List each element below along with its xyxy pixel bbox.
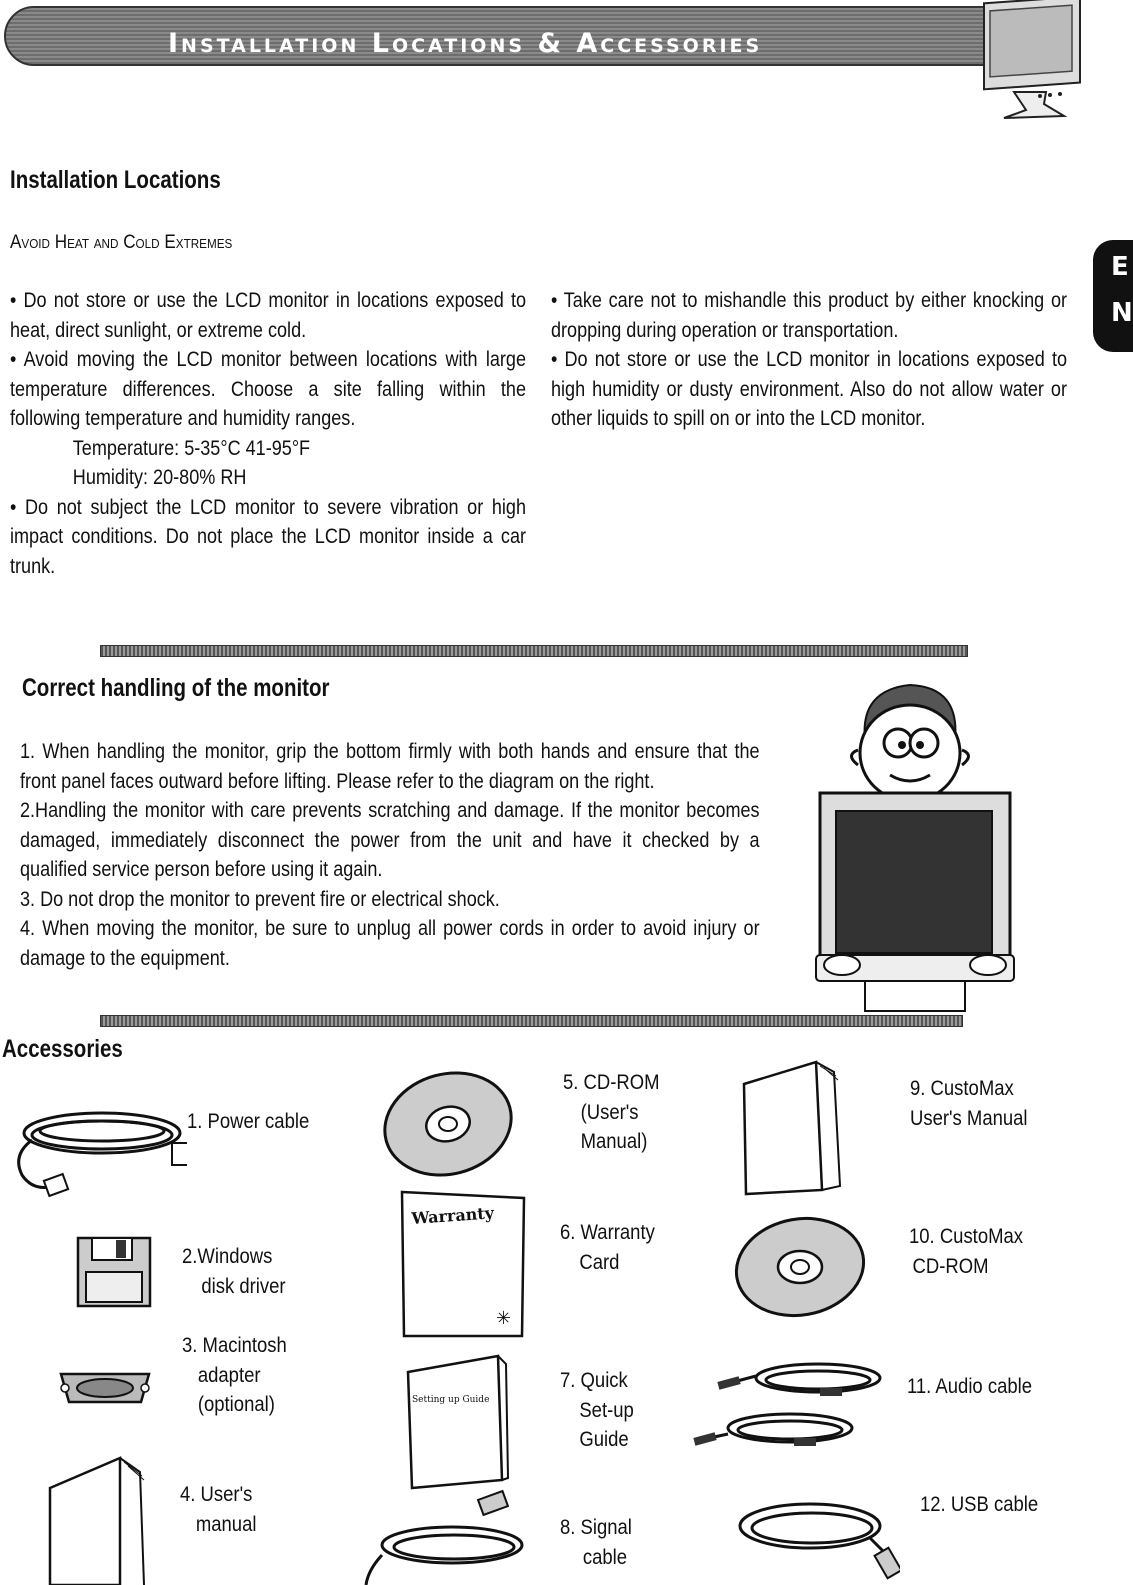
setup-guide-icon	[402, 1352, 512, 1492]
usb-cable-icon	[730, 1480, 900, 1585]
installation-left-column	[10, 286, 610, 581]
install-bullet-3: • Do not subject the LCD monitor to severe vibration or high impact conditions. Do not place the LCD monitor inside a car trunk.	[10, 495, 526, 578]
side-tab-letter: E	[1111, 252, 1129, 282]
section-divider	[100, 1015, 963, 1027]
section-divider	[100, 645, 968, 657]
lcd-monitor-icon	[974, 0, 1086, 130]
svg-text:✳: ✳	[496, 1308, 512, 1329]
install-bullet-2: • Avoid moving the LCD monitor between locations with large temperature differences. Choose a site falling within the following temperature and humidity ranges.	[10, 348, 526, 430]
temperature-range: Temperature: 5-35°C 41-95°F	[72, 436, 311, 460]
customax-cd-rom-icon	[730, 1212, 870, 1322]
side-tab-letter: N	[1111, 298, 1133, 328]
accessory-label-usb-cable: 12. USB cable	[920, 1493, 1039, 1516]
handling-item: 1. When handling the monitor, grip the bottom firmly with both hands and ensure that the front panel faces outward before lifting. Please refer to the diagram on the right.	[20, 740, 760, 793]
accessory-label-windows-disk: 2.Windows disk driver	[182, 1245, 286, 1298]
cd-rom-icon	[378, 1068, 518, 1180]
install-bullet-1: • Do not store or use the LCD monitor in locations exposed to heat, direct sunlight, or extreme cold.	[10, 289, 526, 342]
accessory-label-users-manual: 4. User's manual	[180, 1483, 257, 1536]
humidity-range: Humidity: 20-80% RH	[72, 466, 247, 489]
accessory-label-signal-cable: 8. Signal cable	[560, 1516, 632, 1569]
accessory-label-customax-cd-rom: 10. CustoMax CD-ROM	[909, 1225, 1024, 1278]
accessory-label-cd-rom: 5. CD-ROM (User's Manual)	[563, 1071, 660, 1153]
accessory-label-audio-cable: 11. Audio cable	[907, 1375, 1033, 1398]
accessory-label-warranty-card: 6. Warranty Card	[560, 1221, 655, 1274]
man-holding-monitor-illustration	[810, 675, 1020, 1020]
handling-heading: Correct handling of the monitor	[22, 674, 330, 702]
avoid-heat-subheading: Avoid Heat and Cold Extremes	[10, 232, 233, 253]
warranty-card-text: Warranty	[410, 1203, 495, 1228]
warranty-card-icon	[398, 1188, 528, 1340]
accessory-label-customax-manual: 9. CustoMax User's Manual	[910, 1077, 1028, 1130]
audio-cable-icon	[690, 1346, 890, 1461]
customax-manual-icon	[738, 1058, 848, 1198]
installation-heading: Installation Locations	[10, 166, 221, 194]
handling-item: 3. Do not drop the monitor to prevent fire or electrical shock.	[20, 887, 500, 911]
handling-item: 2.Handling the monitor with care prevents scratching and damage. If the monitor becomes damaged, immediately disconnect the power from the unit and have it checked by a qualified service person before using it again.	[20, 799, 760, 881]
signal-cable-icon	[362, 1475, 537, 1585]
mac-adapter-icon	[55, 1362, 155, 1412]
accessories-heading: Accessories	[2, 1035, 123, 1063]
users-manual-icon	[40, 1448, 160, 1585]
accessory-label-quick-setup: 7. Quick Set-up Guide	[560, 1369, 634, 1451]
accessory-label-mac-adapter: 3. Macintosh adapter (optional)	[182, 1334, 287, 1416]
install-bullet-4: • Take care not to mishandle this product by either knocking or dropping during operation or transportation.	[551, 289, 1067, 342]
handling-list	[20, 737, 880, 973]
power-cable-icon	[2, 1095, 187, 1205]
page-title: Installation Locations & Accessories	[168, 28, 763, 59]
setup-guide-text: Setting up Guide	[412, 1395, 490, 1405]
install-bullet-5: • Do not store or use the LCD monitor in locations exposed to high humidity or dusty environment. Also do not allow water or other liquids to spill on or into the LCD monitor.	[551, 348, 1067, 430]
floppy-disk-icon	[74, 1232, 154, 1310]
installation-right-column	[551, 286, 1133, 434]
handling-item: 4. When moving the monitor, be sure to unplug all power cords in order to avoid injury or damage to the equipment.	[20, 917, 760, 970]
accessory-label-power-cable: 1. Power cable	[187, 1110, 310, 1133]
